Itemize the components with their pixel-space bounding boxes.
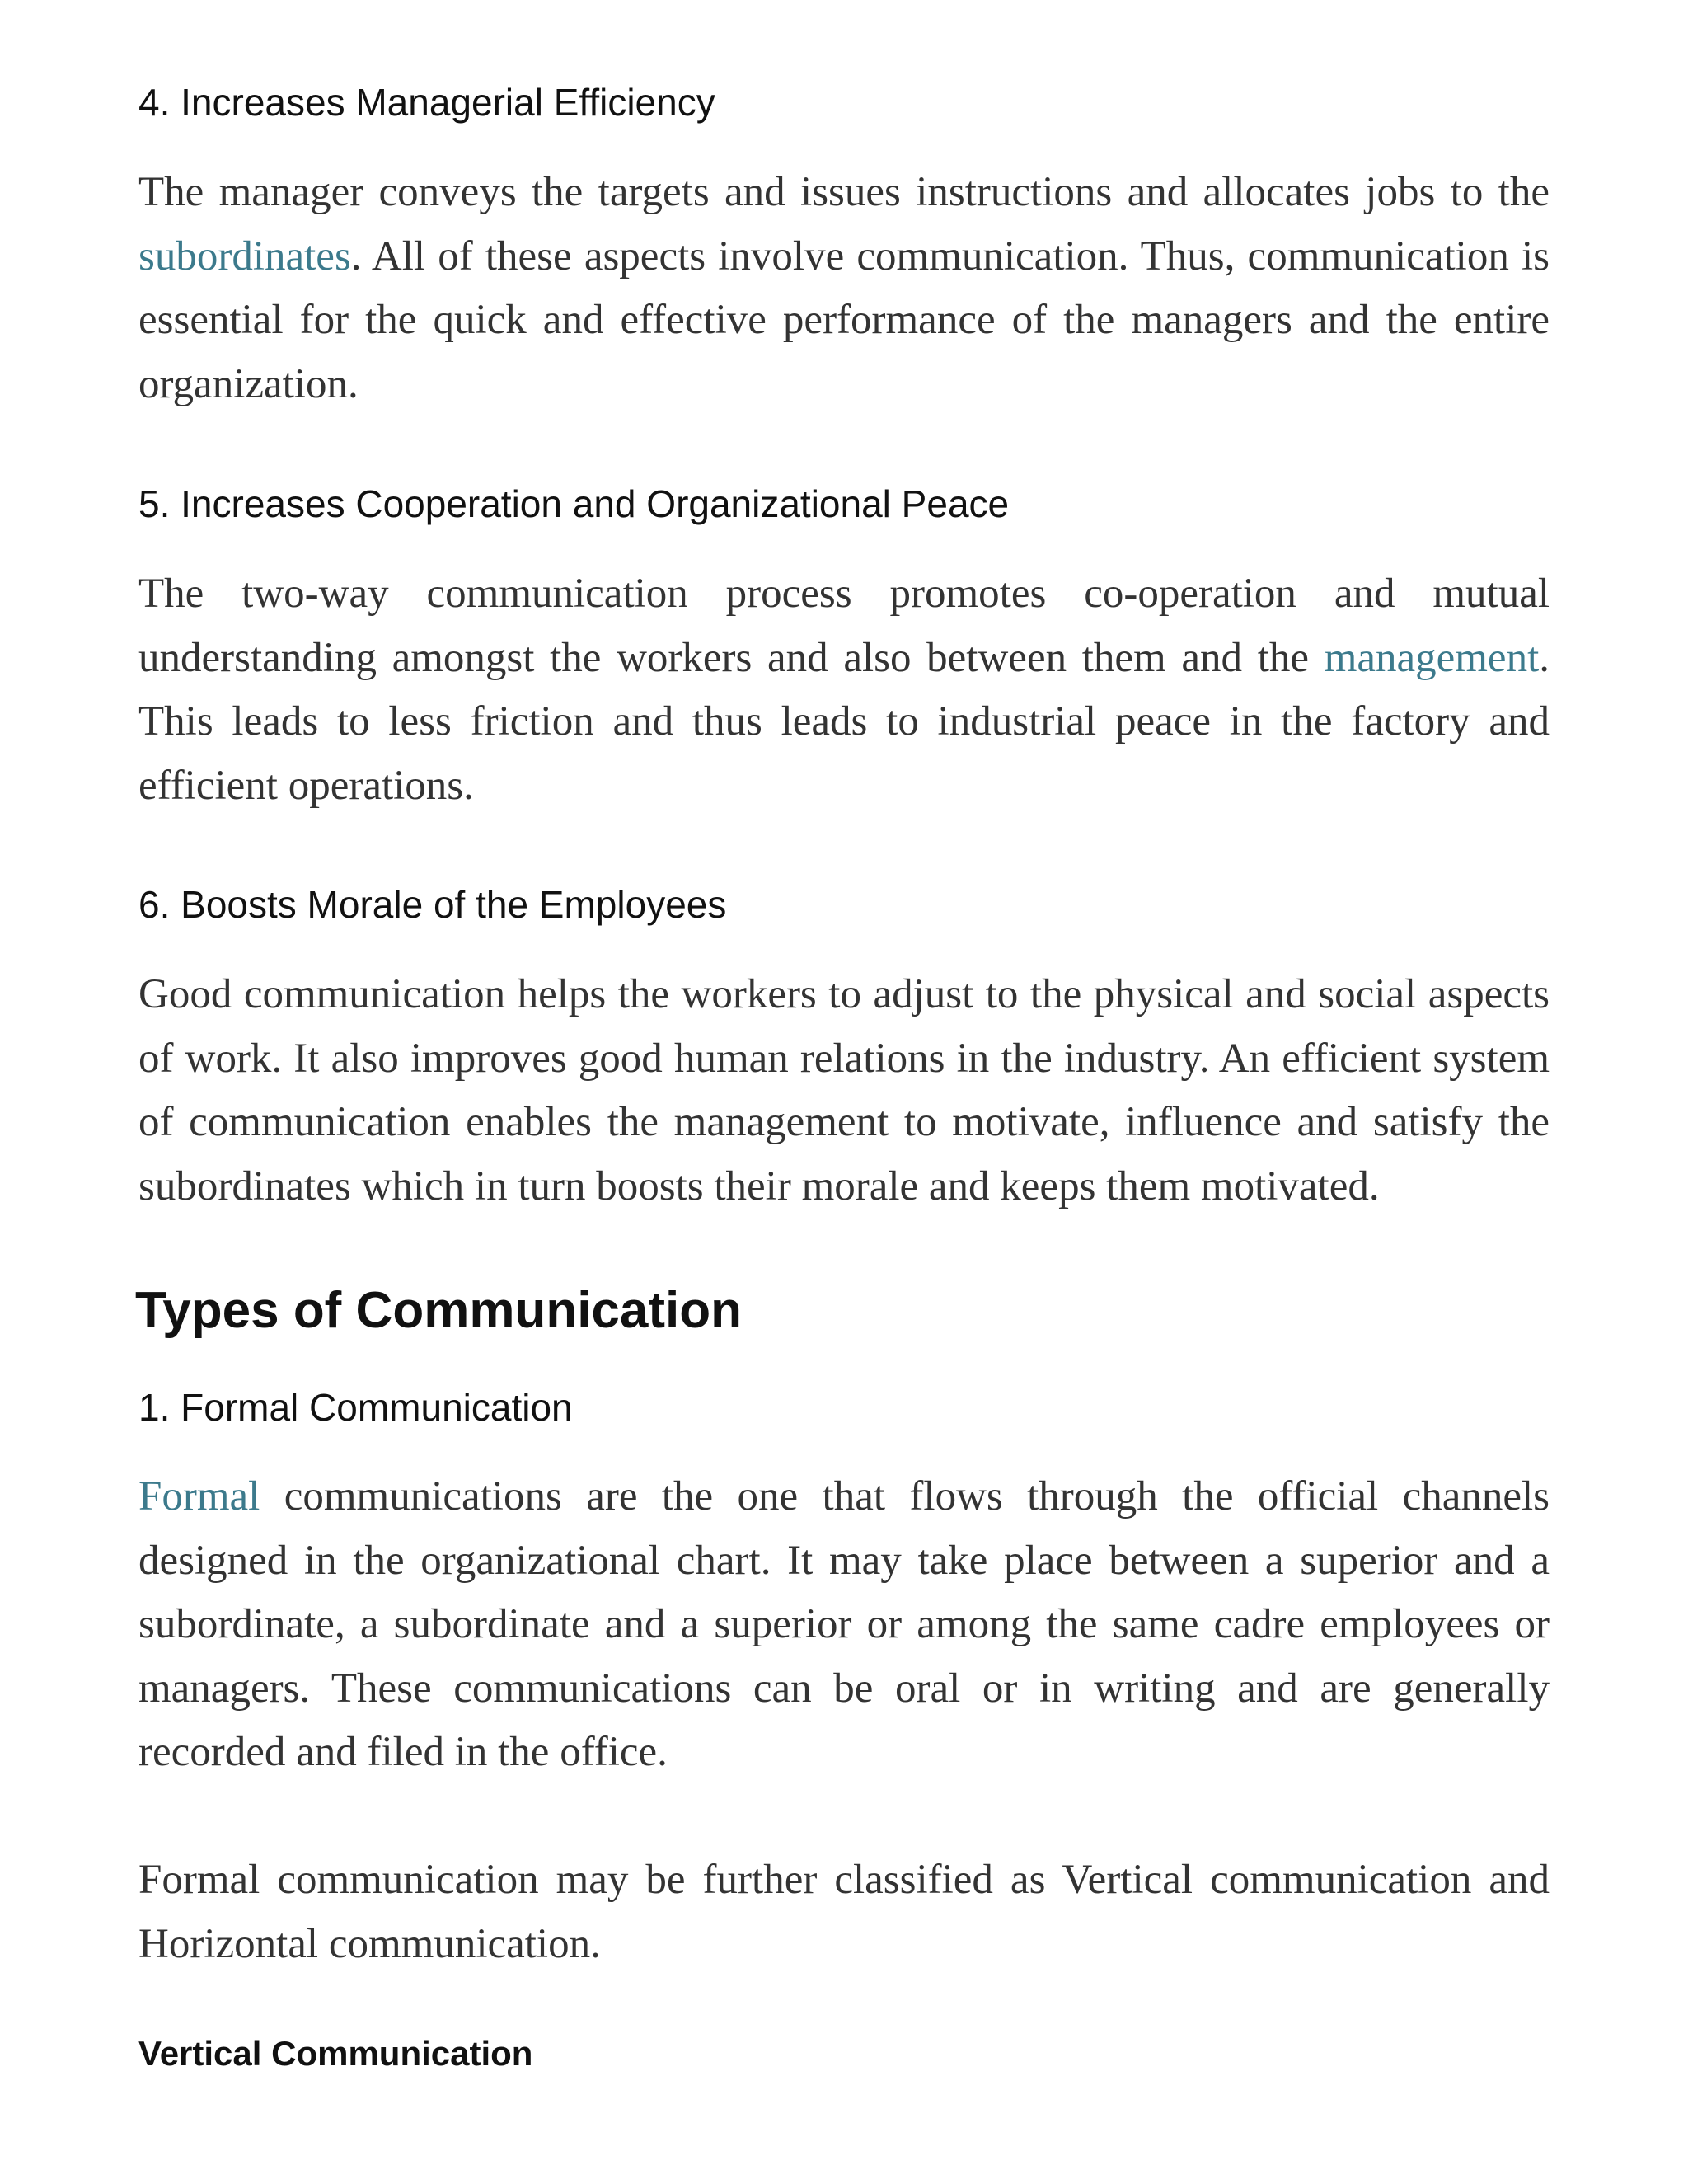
heading-types-of-communication: Types of Communication — [135, 1282, 743, 1339]
link-formal[interactable]: Formal — [138, 1473, 260, 1519]
heading-formal-communication: 1. Formal Communication — [138, 1386, 573, 1429]
heading-managerial-efficiency: 4. Increases Managerial Efficiency — [138, 81, 715, 124]
link-management[interactable]: management — [1324, 634, 1540, 681]
text-segment: The manager conveys the targets and issues instructions and allocates jobs to the — [138, 169, 1550, 215]
text-segment: . This leads to less friction and thus leads to industrial peace in the factory and efficient operations. — [138, 634, 1550, 809]
paragraph-boosts-morale: Good communication helps the workers to adjust to the physical and social aspects of work. It also improves good human relations in the industry. An efficient system of communication enables the management to motivate, influence and satisfy the subordinates which in turn boosts their morale and keeps them motivated. — [138, 971, 1550, 1209]
text-segment: . All of these aspects involve communication. Thus, communication is essential for the quick and effective performance of the managers and the entire organization. — [138, 232, 1550, 407]
text-segment: The two-way communication process promotes co-operation and mutual understanding amongst the workers and also between them and the — [138, 571, 1550, 681]
paragraph-cooperation-peace — [138, 562, 1550, 818]
heading-cooperation-peace: 5. Increases Cooperation and Organizational Peace — [138, 482, 1010, 525]
text-segment: communications are the one that flows through the official channels designed in the organizational chart. It may take place between a superior and a subordinate, a subordinate and a superior or among the same cadre employees or managers. These communications can be oral or in writing and are generally recorded and filed in the office. — [138, 1473, 1550, 1775]
heading-vertical-communication: Vertical Communication — [138, 2034, 533, 2073]
link-subordinates[interactable]: subordinates — [138, 232, 351, 279]
paragraph-managerial-efficiency — [138, 161, 1550, 416]
paragraph-formal-communication — [138, 1465, 1550, 1785]
paragraph-formal-classification: Formal communication may be further classified as Vertical communication and Horizontal communication. — [138, 1857, 1550, 1967]
heading-boosts-morale: 6. Boosts Morale of the Employees — [138, 883, 727, 926]
